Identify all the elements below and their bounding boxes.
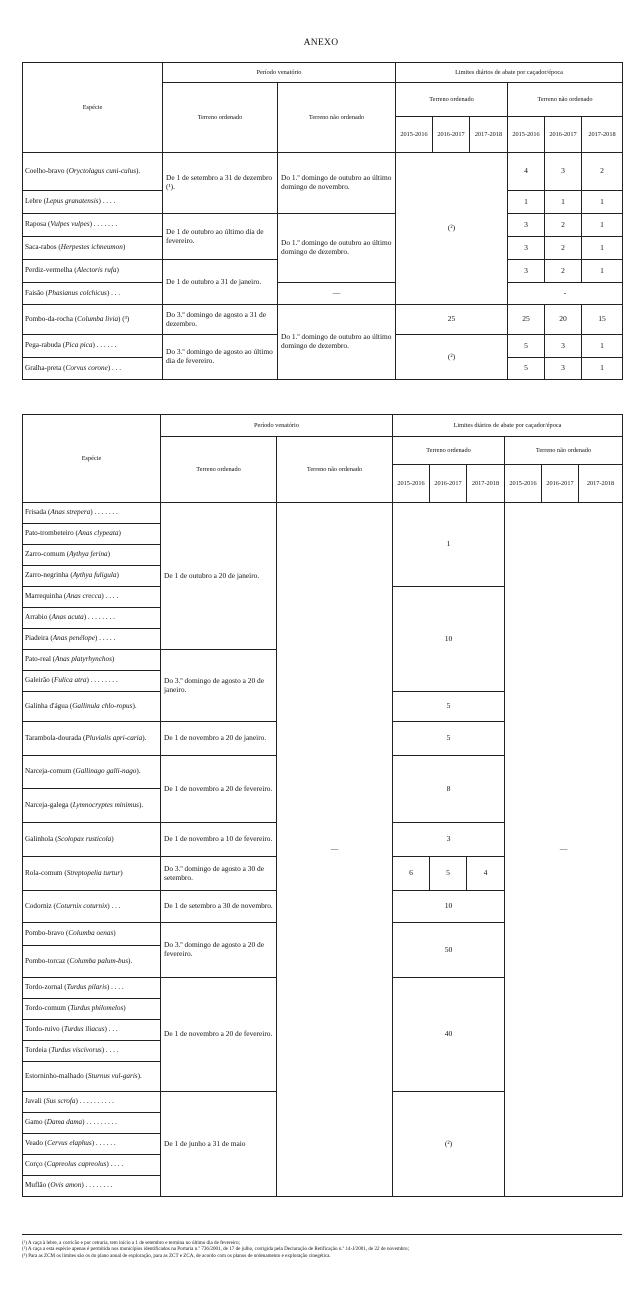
footnote-3: (³) Para as ZCM os limites são os do plano anual de exploração, para as ZCT e ZCA, de acordo com os planos de ordenamento e exploração cinegética. bbox=[22, 1252, 331, 1259]
header-limites: Limites diários de abate por caçador/época bbox=[396, 63, 623, 83]
species-cell: Veado (Cervus elaphus) . . . . . . bbox=[23, 1134, 161, 1155]
header-year: 2016-2017 bbox=[430, 465, 467, 503]
species-cell: Muflão (Ovis amon) . . . . . . . . bbox=[23, 1176, 161, 1197]
limit-cell: 4 bbox=[508, 153, 545, 191]
period-ordenado: De 1 de outubro ao último dia de fevereiro. bbox=[163, 214, 278, 260]
species-cell: Coelho-bravo (Oryctolagus cuni-culus). bbox=[23, 153, 163, 191]
species-cell: Tarambola-dourada (Pluvialis apri-caria). bbox=[23, 722, 161, 756]
period-ordenado: De 1 de novembro a 20 de fevereiro. bbox=[161, 978, 277, 1092]
header-year: 2017-2018 bbox=[470, 117, 508, 153]
footnotes bbox=[22, 1240, 622, 1259]
footnote-1: (¹) A caça à lebre, a corricão e por cetraria, tem início a 1 de setembro e termina no último dia de fevereiro; bbox=[22, 1240, 240, 1246]
header-periodo-ordenado: Terreno ordenado bbox=[163, 83, 278, 153]
species-cell: Tordeia (Turdus viscivorus) . . . . bbox=[23, 1041, 161, 1062]
period-ordenado: De 1 de outubro a 20 de janeiro. bbox=[161, 503, 277, 650]
header-year: 2016-2017 bbox=[542, 465, 579, 503]
limit-cell: 1 bbox=[545, 191, 582, 214]
period-ordenado: De 1 de novembro a 20 de fevereiro. bbox=[161, 756, 277, 823]
limit-cell: - bbox=[508, 283, 623, 305]
species-cell: Pega-rabuda (Pica pica) . . . . . . bbox=[23, 335, 163, 358]
header-year: 2015-2016 bbox=[505, 465, 542, 503]
limit-ordenado: 50 bbox=[393, 923, 505, 978]
limit-cell: 1 bbox=[582, 335, 623, 358]
header-year: 2017-2018 bbox=[582, 117, 623, 153]
species-cell: Pato-trombeteiro (Anas clypeata) bbox=[23, 524, 161, 545]
species-cell: Galeirão (Fulica atra) . . . . . . . . bbox=[23, 671, 161, 692]
limit-cell: 2 bbox=[545, 237, 582, 260]
species-cell: Gamo (Dama dama) . . . . . . . . . bbox=[23, 1113, 161, 1134]
species-cell: Pombo-torcaz (Columba palum-bus). bbox=[23, 946, 161, 978]
period-nao-ordenado: Do 1.º domingo de outubro ao último domingo de dezembro. bbox=[278, 305, 396, 380]
header-year: 2016-2017 bbox=[433, 117, 470, 153]
period-ordenado: De 1 de novembro a 10 de fevereiro. bbox=[161, 823, 277, 857]
header-limites-nao-ordenado: Terreno não ordenado bbox=[508, 83, 623, 117]
header-year: 2017-2018 bbox=[579, 465, 623, 503]
species-cell: Zarro-negrinha (Aythya fuligula) bbox=[23, 566, 161, 587]
species-cell: Rola-comum (Streptopelia turtur) bbox=[23, 857, 161, 891]
limit-cell: 1 bbox=[582, 358, 623, 380]
period-nao-ordenado-dash: — bbox=[277, 503, 393, 1197]
limit-cell: 4 bbox=[467, 857, 505, 891]
species-cell: Marrequinha (Anas crecca) . . . . bbox=[23, 587, 161, 608]
header-especie: Espécie bbox=[23, 415, 161, 503]
species-cell: Galinhola (Scolopax rusticola) bbox=[23, 823, 161, 857]
species-cell: Tordo-zornal (Turdus pilaris) . . . . bbox=[23, 978, 161, 999]
limit-cell: 6 bbox=[393, 857, 430, 891]
species-cell: Perdiz-vermelha (Alectoris rufa) bbox=[23, 260, 163, 283]
limit-ordenado: 8 bbox=[393, 756, 505, 823]
limit-cell: 1 bbox=[582, 237, 623, 260]
period-ordenado: Do 3.º domingo de agosto a 20 de janeiro. bbox=[161, 650, 277, 722]
header-periodo: Período venatório bbox=[163, 63, 396, 83]
species-cell: Saca-rabos (Herpestes ichneumon) bbox=[23, 237, 163, 260]
limit-cell: 25 bbox=[508, 305, 545, 335]
limit-cell: 3 bbox=[545, 153, 582, 191]
species-cell: Galinha d'água (Gallinula chlo-ropus). bbox=[23, 692, 161, 722]
limit-ordenado: 5 bbox=[393, 722, 505, 756]
header-periodo: Período venatório bbox=[161, 415, 393, 437]
header-year: 2017-2018 bbox=[467, 465, 505, 503]
species-cell: Faisão (Phasianus colchicus) . . . bbox=[23, 283, 163, 305]
footnote-2: (²) A caça a esta espécie apenas é permitida nos municípios identificados na Portaria n.º 736/2001, de 17 de julho, corrigida pela Declaração de Retificação n.º 14-J/2001, de 22 de novembro; bbox=[22, 1246, 410, 1253]
period-nao-ordenado: Do 1.º domingo de outubro ao último domingo de dezembro. bbox=[278, 214, 396, 283]
species-cell: Narceja-galega (Lymnocryptes minimus). bbox=[23, 789, 161, 823]
limit-cell: 2 bbox=[545, 214, 582, 237]
period-nao-ordenado: Do 1.º domingo de outubro ao último domingo de novembro. bbox=[278, 153, 396, 214]
footnote-divider bbox=[22, 1234, 622, 1235]
species-cell: Tordo-comum (Turdus philomelos) bbox=[23, 999, 161, 1020]
hunting-table-1 bbox=[22, 62, 623, 380]
header-limites-ordenado: Terreno ordenado bbox=[393, 437, 505, 465]
limit-cell: 3 bbox=[508, 237, 545, 260]
limit-cell: 3 bbox=[545, 358, 582, 380]
species-cell: Pombo-da-rocha (Columba livia) (³) bbox=[23, 305, 163, 335]
limit-cell: 1 bbox=[582, 260, 623, 283]
limit-cell: 5 bbox=[508, 358, 545, 380]
period-ordenado: Do 3.º domingo de agosto ao último dia de fevereiro. bbox=[163, 335, 278, 380]
period-ordenado: De 1 de novembro a 20 de janeiro. bbox=[161, 722, 277, 756]
period-ordenado: De 1 de setembro a 30 de novembro. bbox=[161, 891, 277, 923]
limit-cell: 1 bbox=[582, 191, 623, 214]
period-ordenado: Do 3.º domingo de agosto a 20 de fevereiro. bbox=[161, 923, 277, 978]
limit-cell: 3 bbox=[545, 335, 582, 358]
limit-nao-ordenado-dash: — bbox=[505, 503, 623, 1197]
header-year: 2015-2016 bbox=[396, 117, 433, 153]
species-cell: Gralha-preta (Corvus corone) . . . bbox=[23, 358, 163, 380]
header-limites-nao-ordenado: Terreno não ordenado bbox=[505, 437, 623, 465]
limit-cell: 3 bbox=[508, 214, 545, 237]
header-year: 2015-2016 bbox=[393, 465, 430, 503]
header-year: 2016-2017 bbox=[545, 117, 582, 153]
species-cell: Javali (Sus scrofa) . . . . . . . . . . bbox=[23, 1092, 161, 1113]
species-cell: Lebre (Lepus granatensis) . . . . bbox=[23, 191, 163, 214]
period-ordenado: Do 3.º domingo de agosto a 30 de setembro. bbox=[161, 857, 277, 891]
limit-ordenado: 3 bbox=[393, 823, 505, 857]
header-periodo-nao-ordenado: Terreno não ordenado bbox=[278, 83, 396, 153]
limit-ordenado: 40 bbox=[393, 978, 505, 1092]
limit-cell: 5 bbox=[508, 335, 545, 358]
period-nao-ordenado: — bbox=[278, 283, 396, 305]
limit-cell: 1 bbox=[582, 214, 623, 237]
limit-cell: 1 bbox=[508, 191, 545, 214]
species-cell: Pato-real (Anas platyrhynchos) bbox=[23, 650, 161, 671]
species-cell: Arrabio (Anas acuta) . . . . . . . . bbox=[23, 608, 161, 629]
limit-cell: 5 bbox=[430, 857, 467, 891]
header-limites-ordenado: Terreno ordenado bbox=[396, 83, 508, 117]
header-limites: Limites diários de abate por caçador/época bbox=[393, 415, 623, 437]
limit-cell: 2 bbox=[582, 153, 623, 191]
period-ordenado: De 1 de junho a 31 de maio bbox=[161, 1092, 277, 1197]
hunting-table-2 bbox=[22, 414, 623, 1197]
period-ordenado: Do 3.º domingo de agosto a 31 de dezembro. bbox=[163, 305, 278, 335]
limit-ordenado: 1 bbox=[393, 503, 505, 587]
species-cell: Corço (Capreolus capreolus) . . . . bbox=[23, 1155, 161, 1176]
header-year: 2015-2016 bbox=[508, 117, 545, 153]
species-cell: Estorninho-malhado (Sturnus vul-garis). bbox=[23, 1062, 161, 1092]
limit-cell: 15 bbox=[582, 305, 623, 335]
page-title: ANEXO bbox=[303, 38, 339, 48]
header-periodo-nao-ordenado: Terreno não ordenado bbox=[277, 437, 393, 503]
species-cell: Piadeira (Anas penélope) . . . . . bbox=[23, 629, 161, 650]
limit-ordenado: (²) bbox=[396, 335, 508, 380]
species-cell: Narceja-comum (Gallinago galli-nago). bbox=[23, 756, 161, 789]
species-cell: Zarro-comum (Aythya ferina) bbox=[23, 545, 161, 566]
limit-cell: 2 bbox=[545, 260, 582, 283]
limit-cell: 3 bbox=[508, 260, 545, 283]
species-cell: Frisada (Anas strepera) . . . . . . . bbox=[23, 503, 161, 524]
species-cell: Raposa (Vulpes vulpes) . . . . . . . bbox=[23, 214, 163, 237]
limit-cell: 20 bbox=[545, 305, 582, 335]
header-especie: Espécie bbox=[23, 63, 163, 153]
limit-ordenado: 5 bbox=[393, 692, 505, 722]
limit-ordenado: 10 bbox=[393, 587, 505, 692]
limit-ordenado: 10 bbox=[393, 891, 505, 923]
species-cell: Pombo-bravo (Columba oenas) bbox=[23, 923, 161, 946]
period-ordenado: De 1 de setembro a 31 de dezembro (¹). bbox=[163, 153, 278, 214]
limit-ordenado: 25 bbox=[396, 305, 508, 335]
period-ordenado: De 1 de outubro a 31 de janeiro. bbox=[163, 260, 278, 305]
limit-ordenado: (²) bbox=[396, 153, 508, 305]
species-cell: Tordo-ruivo (Turdus iliacus) . . . bbox=[23, 1020, 161, 1041]
limit-ordenado: (²) bbox=[393, 1092, 505, 1197]
species-cell: Codorniz (Coturnix coturnix) . . . bbox=[23, 891, 161, 923]
header-periodo-ordenado: Terreno ordenado bbox=[161, 437, 277, 503]
